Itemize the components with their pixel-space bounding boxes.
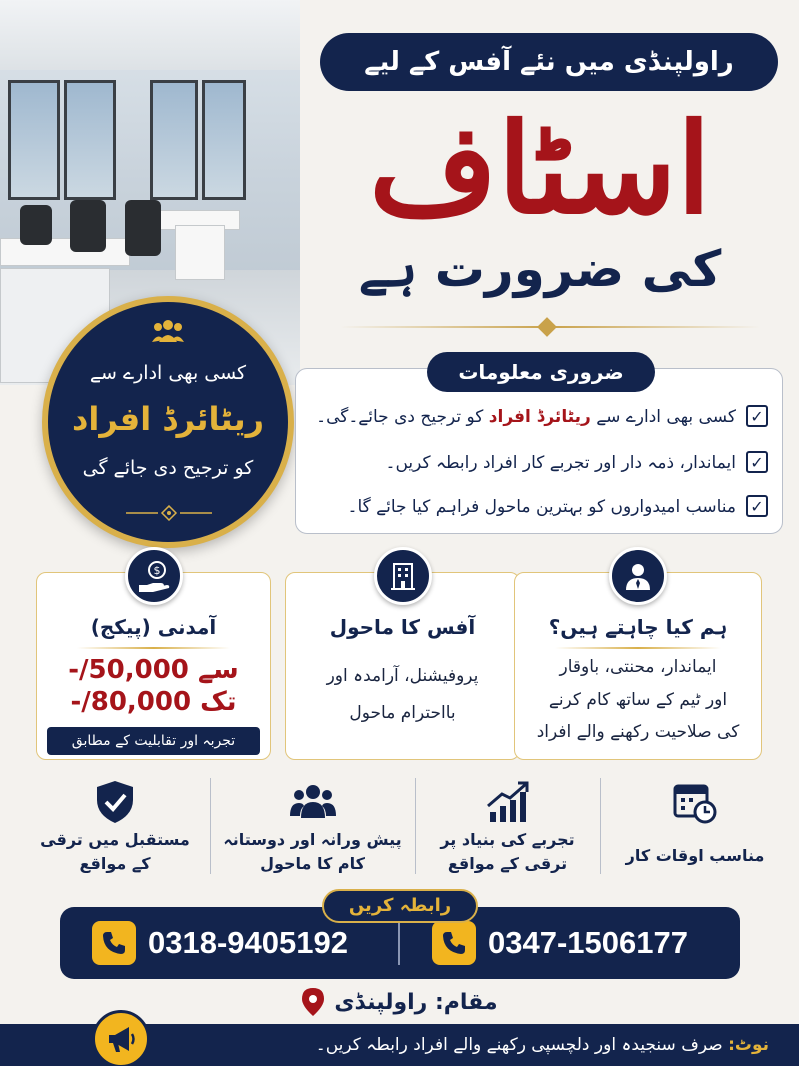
feature-text: کام کا ماحول	[260, 854, 365, 873]
badge-highlight: ریٹائرڈ افراد	[71, 400, 265, 438]
phone-number[interactable]: 0347-1506177	[488, 925, 688, 960]
badge-line-1: کسی بھی ادارے سے	[89, 362, 247, 384]
divider	[415, 778, 416, 874]
growth-chart-icon	[484, 778, 532, 826]
phone-1[interactable]	[432, 921, 688, 965]
requirement-highlight: ریٹائرڈ افراد	[488, 406, 591, 427]
user-icon	[609, 547, 667, 605]
location	[280, 985, 520, 1019]
feature-working-hours	[600, 778, 790, 888]
checkbox-icon: ✓	[746, 495, 768, 517]
retired-badge	[42, 296, 294, 548]
phone-2[interactable]	[92, 921, 348, 965]
shield-check-icon	[91, 778, 139, 826]
money-hand-icon	[125, 547, 183, 605]
calendar-clock-icon	[671, 778, 719, 826]
checkbox-icon: ✓	[746, 451, 768, 473]
requirement-text: مناسب امیدواروں کو بہترین ماحول فراہم کیا جائے گا۔	[347, 496, 736, 517]
want-card	[514, 572, 762, 760]
want-line-2: اور ٹیم کے ساتھ کام کرنے	[548, 690, 728, 710]
note-label: نوٹ:	[728, 1035, 769, 1055]
svg-text:$: $	[153, 564, 161, 577]
page-subtitle: کی ضرورت ہے	[358, 240, 722, 298]
want-title: ہم کیا چاہتے ہیں؟	[548, 615, 728, 639]
feature-text: ترقی کے مواقع	[447, 854, 568, 873]
location-pin-icon	[302, 988, 324, 1016]
feature-text: پیش ورانہ اور دوستانہ	[223, 830, 402, 849]
feature-text: تجربے کی بنیاد پر	[440, 830, 575, 849]
office-title: آفس کا ماحول	[329, 615, 476, 639]
requirement-item	[308, 401, 768, 431]
phone-number[interactable]: 0318-9405192	[148, 925, 348, 960]
requirement-text-end: کو ترجیح دی جائے۔گی۔	[316, 406, 489, 427]
megaphone-icon	[92, 1010, 150, 1066]
checkbox-icon: ✓	[746, 405, 768, 427]
want-line-1: ایماندار، محنتی، باوقار	[559, 657, 717, 677]
income-title: آمدنی (پیکج)	[90, 615, 217, 639]
income-card	[36, 564, 271, 760]
phone-icon	[92, 921, 136, 965]
feature-future	[20, 778, 210, 888]
badge-line-3: کو ترجیح دی جائے گی	[82, 457, 254, 479]
feature-growth	[415, 778, 600, 888]
people-icon	[152, 318, 184, 342]
ornament-icon	[126, 505, 212, 521]
divider	[600, 778, 601, 874]
phone-icon	[432, 921, 476, 965]
income-note: تجربہ اور تقابلیت کے مطابق	[47, 727, 260, 755]
income-from: سے 50,000/-	[68, 655, 239, 685]
divider	[210, 778, 211, 874]
requirements-box	[295, 368, 783, 534]
feature-environment	[210, 778, 415, 888]
requirement-item	[308, 447, 768, 477]
office-line-2: بااحترام ماحول	[349, 703, 456, 723]
office-line-1: پروفیشنل، آرامدہ اور	[326, 666, 479, 686]
contact-label: رابطہ کریں	[322, 889, 478, 923]
want-line-3: کی صلاحیت رکھنے والے افراد	[536, 722, 740, 742]
team-icon	[289, 778, 337, 826]
note-text: صرف سنجیدہ اور دلچسپی رکھنے والے افراد رابطہ کریں۔	[315, 1035, 729, 1055]
requirements-title: ضروری معلومات	[427, 352, 655, 392]
feature-text: کے مواقع	[79, 854, 151, 873]
divider	[340, 326, 760, 328]
location-text: مقام: راولپنڈی	[334, 989, 498, 1015]
income-to: تک 80,000/-	[70, 687, 237, 717]
feature-text: مناسب اوقات کار	[625, 846, 765, 865]
requirement-text: ایماندار، ذمہ دار اور تجربے کار افراد رابطہ کریں۔	[385, 452, 736, 473]
page-title: اسٹاف	[368, 97, 712, 242]
title-ribbon: راولپنڈی میں نئے آفس کے لیے	[320, 33, 778, 91]
divider	[398, 921, 400, 965]
building-icon	[374, 547, 432, 605]
office-card	[285, 572, 520, 760]
requirement-item	[308, 491, 768, 521]
requirement-text: کسی بھی ادارے سے	[590, 406, 736, 427]
feature-text: مستقبل میں ترقی	[40, 830, 190, 849]
